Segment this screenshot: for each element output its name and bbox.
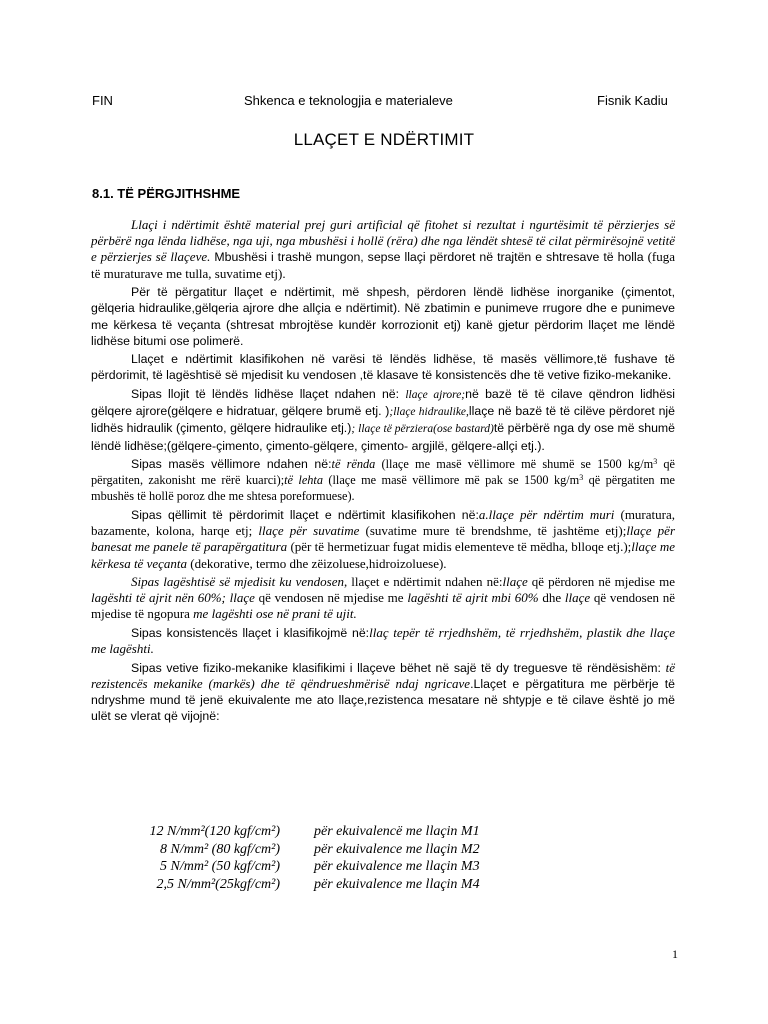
p9-a: Sipas vetive fiziko-mekanike klasifikimi i llaçeve bëhet në sajë të dy treguesve të rëndësishëm: <box>131 660 666 675</box>
p7-e: lagështi të ajrit nën 60%; llaçe <box>91 590 255 606</box>
paragraph-3: Llaçet e ndërtimit klasifikohen në varësi të lëndës lidhëse, të masës vëllimore,të fushave të përdorimit, të lagështisë së mjedisit ku vendosen ,të klasave të konsistencës dhe të vetive fiziko-mekanike. <box>91 352 675 383</box>
body-text <box>91 217 675 727</box>
p7-g: lagështi të ajrit mbi 60% <box>407 590 539 606</box>
equivalence-text: për ekuivalence me llaçin M2 <box>314 841 480 857</box>
p9-c: .Llaçet e përgatitura me përbërje të ndryshme mund të jenë ekuivalente me ato llaçe,rezistenca mesatare në shtypje e të cilave është jo më ulët se vlerat që vijojnë: <box>91 676 675 724</box>
p1-italic: Llaçi i ndërtimit është material prej guri artificial që fitohet si rezultat i ngurtësimit të përzierjes së përbërë nga lënda lidhëse, nga uji, nga mbushësi i hollë (rëra) dhe nga lëndët shtesë të cilat përmirësojnë vetitë e përzierjes së llaçeve. <box>91 217 675 265</box>
p6-d: llaçe për suvatime <box>258 523 360 539</box>
p7-a: Sipas lagështisë së mjedisit ku vendosen <box>131 574 345 590</box>
p5-g: që përgatiten me mbushës të hollë poroz dhe me shtesa poreformuese). <box>91 473 675 504</box>
p5-a: Sipas masës vëllimore ndahen në: <box>131 457 332 472</box>
page-number: 1 <box>672 947 678 961</box>
p4-b: llaçe ajrore; <box>405 388 466 401</box>
equivalence-value: 5 N/mm² (50 kgf/cm²) <box>160 859 280 874</box>
p7-b: , llaçet e ndërtimit ndahen në: <box>344 574 503 590</box>
p1-sans: Mbushësi i trashë mungon, sepse llaçi përdoret në trajtën e shtresave të holla <box>210 250 648 265</box>
paragraph-4 <box>91 386 675 454</box>
equivalence-value: 8 N/mm² (80 kgf/cm²) <box>160 841 280 857</box>
header-center: Shkenca e teknologjia e materialeve <box>244 93 453 108</box>
p7-k: me lagështi ose në prani të ujit. <box>193 606 357 622</box>
equivalence-text: për ekuivalence me llaçin M3 <box>314 859 480 874</box>
p7-c: llaçe <box>502 574 528 590</box>
paragraph-7 <box>91 574 675 623</box>
equivalence-value: 12 N/mm²(120 kgf/cm²) <box>149 824 280 839</box>
equivalence-value: 2,5 N/mm²(25kgf/cm²) <box>156 876 280 892</box>
header-left: FIN <box>92 93 113 108</box>
p7-h: dhe <box>538 590 565 606</box>
paragraph-9 <box>91 660 675 725</box>
p5-e: të lehta <box>284 473 323 488</box>
p5-sup1: 3 <box>653 457 658 467</box>
p6-b: a.llaçe për ndërtim muri <box>478 506 615 522</box>
p4-c: në bazë të të cilave qëndron lidhësi gëlqere ajrore(gëlqere e hidratuar, gëlqere brumë etj. ) <box>91 386 675 419</box>
section-heading: 8.1. TË PËRGJITHSHME <box>92 186 241 201</box>
p6-a: Sipas qëllimit të përdorimit llaçet e ndërtimit klasifikohen në: <box>131 507 479 522</box>
p6-h: llaçe me kërkesa të veçanta <box>91 539 676 571</box>
paragraph-5 <box>91 456 675 505</box>
header-right: Fisnik Kadiu <box>597 93 668 108</box>
p5-d: që përgatiten, zakonisht me rërë kuarci); <box>91 457 676 488</box>
p6-c: (muratura, bazamente, kolona, harqe etj; <box>91 506 675 539</box>
paragraph-8 <box>91 625 675 657</box>
p6-i: (dekorative, termo dhe zëizoluese,hidroizoluese). <box>187 555 447 571</box>
p7-i: llaçe <box>564 590 591 606</box>
p8-b: llaç tepër të rrjedhshëm, të rrjedhshëm, plastik dhe llaçe me lagështi. <box>91 624 676 657</box>
p7-j: që vendosen në mjedise të ngopura <box>91 590 675 622</box>
p6-f: llaçe për banesat me panele të parapërgatitura <box>91 523 676 555</box>
p4-e: llaçe në bazë të të cilëve përdoret një lidhës hidraulik (çimento, gëlqere hidraulike etj.) <box>91 404 675 436</box>
p4-f: ; llaçe të përziera(ose bastard) <box>351 423 494 436</box>
equivalence-text: për ekuivalencë me llaçin M1 <box>314 824 480 839</box>
p6-e: (suvatime mure të brendshme, të jashtëme etj); <box>359 523 627 539</box>
paragraph-2: Për të përgatitur llaçet e ndërtimit, më shpesh, përdoren lëndë lidhëse inorganike (çimentot, gëlqeria hidraulike,gëlqeria ajrore dhe allçia e ndërtimit). Në zbatimin e punimeve rrugore dhe e punimeve me kërkesa të veçanta (shtresat mbrojtëse kundër korrozionit etj) kanë gjetur përdorim llaçet me lëndë lidhëse bitumi ose polimerë. <box>91 285 675 348</box>
p7-f: që vendosen në mjedise me <box>254 590 408 606</box>
p6-g: (për të hermetizuar fugat midis elementeve të mëdha, blloqe etj.); <box>287 539 632 555</box>
p5-c: (llaçe me masë vëllimore më shumë se 1500 kg/m <box>375 457 654 472</box>
p1-serif: (fuga të muraturave me tulla, suvatime etj). <box>91 249 675 281</box>
p7-d: që përdoren në mjedise me <box>527 574 675 590</box>
p5-b: të rënda <box>331 457 376 472</box>
paragraph-6 <box>91 507 675 572</box>
p4-g: të përbërë nga dy ose më shumë lëndë lidhëse;(gëlqere-çimento, çimento-gëlqere, çimento- argjilë, gëlqere-allçi etj.). <box>91 421 676 453</box>
paragraph-1 <box>91 217 675 282</box>
p9-b: të rezistencës mekanike (markës) dhe të qëndrueshmërisë ndaj ngricave <box>91 659 675 691</box>
p8-a: Sipas konsistencës llaçet i klasifikojmë në: <box>131 625 370 640</box>
page-title: LLAÇET E NDËRTIMIT <box>293 130 475 149</box>
p5-sup2: 3 <box>579 473 584 483</box>
p4-a: Sipas llojit të lëndës lidhëse llaçet ndahen në: <box>131 386 406 401</box>
equivalence-text: për ekuivalence me llaçin M4 <box>314 876 480 892</box>
p5-f: (llaçe me masë vëllimore më pak se 1500 kg/m <box>323 473 580 488</box>
p4-d: ;llaçe hidraulike, <box>389 406 469 419</box>
